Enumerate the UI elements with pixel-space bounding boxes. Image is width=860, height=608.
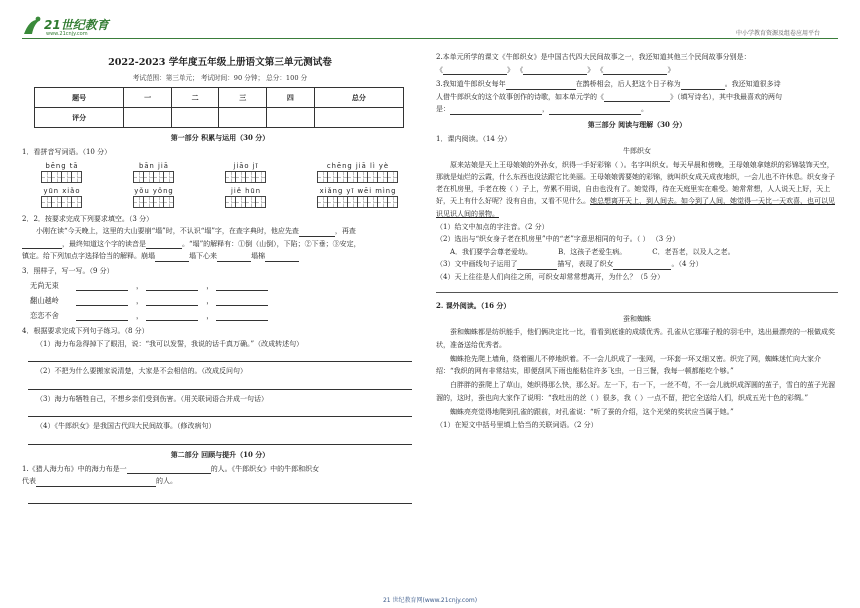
p2-q3e: 》（填写诗名），其中我最喜欢的两句 xyxy=(670,92,782,101)
p2-q3f: 是： xyxy=(436,105,450,113)
q2-p2b: 。“塌”的解释有：①倒（山倒），下陷；②下垂；③安定， xyxy=(182,239,361,248)
answer-blank[interactable] xyxy=(146,298,198,306)
p2-q1c: 代表 xyxy=(22,477,36,485)
p2-q3 xyxy=(436,79,838,90)
pinyin-text: yǒu yǒng xyxy=(134,186,174,195)
answer-blank[interactable] xyxy=(299,229,335,237)
read2-p3: 白胖胖的蚕爬上了草山，她织得那么快，那么好。左一下，右一下，一丝不苟，不一会儿就织成浑圆的茧子，雪白的茧子光溜溜的，这时，蚕也向大家作了说明：“我吐出的丝（ ）很多，我（ ）一点不留，把它全送给人们，织成五光十色的彩绸。” xyxy=(436,381,835,402)
right-column xyxy=(436,46,838,433)
score-header-row xyxy=(35,88,404,108)
pinyin-text: jiě hūn xyxy=(230,186,262,195)
part3-title: 第三部分 阅读与理解（30 分） xyxy=(587,119,687,129)
answer-blank[interactable] xyxy=(216,283,268,291)
answer-blank[interactable] xyxy=(216,313,268,321)
p2-q3-2 xyxy=(436,92,838,103)
q2-p3: 镇定。给下列加点字选择恰当的解释。崩塌 xyxy=(22,252,155,260)
q1-stem: 1．看拼音写词语。（10 分） xyxy=(22,148,112,156)
book-close: 》 xyxy=(587,65,595,74)
p2-q2: 2.本单元所学的课文《牛郎织女》是中国古代四大民间故事之一，我还知道其他三个民间故事分别是： xyxy=(436,53,751,61)
part1-title: 第一部分 积累与运用（30 分） xyxy=(170,133,270,142)
idiom-row: 无尚无束 ， ， xyxy=(30,281,418,291)
answer-blank[interactable] xyxy=(613,262,671,270)
answer-blank[interactable] xyxy=(146,283,198,291)
book-open: 《 xyxy=(596,65,604,74)
header-divider xyxy=(22,38,838,39)
part2-title: 第二部分 回顾与提升（10 分） xyxy=(170,449,270,459)
writing-box[interactable] xyxy=(71,171,82,183)
answer-blank[interactable] xyxy=(36,479,156,487)
read1-passage xyxy=(436,159,838,220)
q4-s2: （2）不把为什么要搬家说清楚，大家是不会相信的。（改成反问句） xyxy=(36,367,247,375)
answer-blank[interactable] xyxy=(155,254,189,262)
pinyin-item xyxy=(226,162,266,183)
writing-box[interactable] xyxy=(255,171,266,183)
exam-subtitle: 考试范围：第三单元； 考试时间：90 分钟； 总分：100 分 xyxy=(132,74,308,82)
idiom-row: 恋恋不舍 ， ， xyxy=(30,311,418,321)
tianzi-grid xyxy=(42,196,82,208)
p2-q1a: 1.《猎人海力布》中的海力布是一 xyxy=(22,464,127,473)
answer-blank[interactable] xyxy=(681,82,725,90)
answer-blank[interactable] xyxy=(523,67,587,75)
pinyin-text: jiāo jī xyxy=(233,161,259,170)
read2-sub1: （1）在短文中括号里填上恰当的关联词语。（2 分） xyxy=(436,421,598,429)
tianzi-grid xyxy=(134,196,174,208)
p2-q2-blanks xyxy=(436,65,838,76)
q3-stem: 3．照样子，写一写。（9 分） xyxy=(22,266,114,275)
platform-name: 中小学教育资源及组卷应用平台 xyxy=(735,30,820,37)
writing-box[interactable] xyxy=(163,171,174,183)
option-c[interactable]: C．老吾老，以及人之老。 xyxy=(652,247,735,256)
read1-heading: 牛郎织女 xyxy=(623,147,651,155)
answer-blank[interactable] xyxy=(506,82,576,90)
read1-sub3c: 。（4 分） xyxy=(671,260,703,269)
q2-text xyxy=(22,226,418,237)
pinyin-text: chēng jiā lì yè xyxy=(326,161,390,170)
answer-blank[interactable] xyxy=(76,313,128,321)
answer-line[interactable] xyxy=(28,493,412,504)
q2-p1: 小刚在读“今天晚上，这里的大山要崩“塌”时，不认识“塌”字，在查字典时，他应先查 xyxy=(36,227,299,235)
tianzi-grid xyxy=(226,196,266,208)
answer-blank[interactable] xyxy=(603,67,667,75)
q4-stem: 4．根据要求完成下列句子练习。（8 分） xyxy=(22,327,149,335)
score-cell[interactable] xyxy=(124,108,172,128)
p2-q1-2 xyxy=(22,476,418,487)
answer-line[interactable] xyxy=(28,406,412,417)
p2-q1 xyxy=(22,464,418,475)
p2-q3a: 3.我知道牛郎织女每年 xyxy=(436,80,506,88)
read1-sub1: （1）给文中加点的字注音。（2 分） xyxy=(436,222,549,231)
q2-p3c: 塌棉 xyxy=(251,252,265,260)
q4-s1: （1）海力布急得掉下了眼泪，说：“我可以发誓，我说的话千真万确。”（改成转述句） xyxy=(36,339,304,348)
score-cell[interactable] xyxy=(267,108,315,128)
pinyin-text: yūn xiǎo xyxy=(43,186,81,195)
writing-box[interactable] xyxy=(387,196,398,208)
site-logo xyxy=(22,14,122,44)
option-b[interactable]: B．这孩子老爱生病。 xyxy=(558,247,627,256)
pinyin-text: xiǎng yī wēi mìng xyxy=(319,186,397,195)
pinyin-item xyxy=(134,187,174,208)
book-open: 《 xyxy=(436,65,443,74)
idiom-label: 翻山越岭 xyxy=(30,296,59,305)
read2-heading: 蚕和蜘蛛 xyxy=(623,314,651,323)
q2-stem: 2．2．按要求完成下列要求填空。（3 分） xyxy=(22,214,154,223)
read1-sub4: （4）天上往往是人们向往之所，可织女却常常想离开，为什么？（5 分） xyxy=(436,272,665,281)
pinyin-item xyxy=(42,162,82,183)
writing-box[interactable] xyxy=(71,196,82,208)
idiom-label: 恋恋不舍 xyxy=(30,311,59,320)
tianzi-grid xyxy=(318,196,398,208)
q4-s4: （4）《牛郎织女》是我国古代四大民间故事。（修改病句） xyxy=(36,422,216,430)
pinyin-row-2 xyxy=(22,187,418,208)
writing-box[interactable] xyxy=(163,196,174,208)
answer-line[interactable] xyxy=(436,292,838,293)
idiom-row: 翻山越岭 ， ， xyxy=(30,296,418,306)
score-cell[interactable] xyxy=(314,108,403,128)
p2-q1b: 的人。《牛郎织女》中的牛郎和织女 xyxy=(210,464,320,473)
read1-sub3b: 描写，表现了织女 xyxy=(557,260,614,269)
score-row-label: 评分 xyxy=(35,108,124,128)
logo-title: 21世纪教育 xyxy=(44,18,109,32)
p2-q3b: 在鹊桥相会，后人把这个日子称为 xyxy=(575,80,681,88)
pinyin-item xyxy=(42,187,82,208)
answer-blank[interactable] xyxy=(517,262,557,270)
idiom-label: 无尚无束 xyxy=(30,281,59,290)
answer-line[interactable] xyxy=(28,351,412,362)
left-column xyxy=(22,46,418,508)
answer-blank[interactable] xyxy=(604,94,670,102)
pinyin-row-1 xyxy=(22,162,418,183)
page-footer: 21 世纪教育网(www.21cnjy.com) xyxy=(382,597,478,604)
read1-underlined: 她总想离开天上，到人间去。 xyxy=(590,197,681,206)
p2-q3d: 人借牛郎织女的这个故事创作的诗歌，如本单元学的《 xyxy=(436,92,604,101)
p2-q1d: 的人。 xyxy=(156,477,177,485)
score-value-row xyxy=(35,108,404,128)
read2-p4: 蜘蛛亮亮觉得地爬到孔雀的跟前，对孔雀说：“听了蚕的介绍，这个光荣的奖状应当属于她。” xyxy=(450,407,734,416)
pinyin-text: bān jiā xyxy=(139,161,169,170)
book-open: 《 xyxy=(516,65,524,74)
pinyin-item xyxy=(318,187,398,208)
answer-line[interactable] xyxy=(28,379,412,390)
pinyin-item xyxy=(226,187,266,208)
answer-blank[interactable] xyxy=(265,254,299,262)
read1-para: 原来站娘是天上王母娘娘的外孙女，织得一手好彩锦（ ）。名字叫织女。每天早晨和傍晚，王母娘娘拿她织的彩锦装饰天空，那就是灿烂的云霞，什么东西也没法跟它比美丽。王母娘娘需要她的彩锦，就叫织女成天成夜地织，一会儿也不许休息。织女身子老在机房里，手老在梭（ ）子上，劳累不用说，自由也没有了。她觉得，待在天庭里实在难受。她常常想，人人说天上好，天上好，天上有什么好呢？没有自由，又看不见什么。 xyxy=(436,160,835,206)
answer-blank[interactable] xyxy=(76,283,128,291)
read2-p1: 蚕和蜘蛛都是纺织能手，他们俩决定比一比，看看到底谁的成绩优秀。孔雀从它那璀子般的羽毛中，选出最漂亮的一根做成奖状，准备送给优秀者。 xyxy=(436,328,835,349)
answer-blank[interactable] xyxy=(217,254,251,262)
answer-blank[interactable] xyxy=(146,313,198,321)
score-header-cell: 一 xyxy=(124,88,172,108)
writing-box[interactable] xyxy=(387,171,398,183)
answer-blank[interactable] xyxy=(146,241,182,249)
tianzi-grid xyxy=(226,171,266,183)
pinyin-text: bēng tā xyxy=(45,161,79,170)
answer-line[interactable] xyxy=(28,434,412,445)
score-header-cell: 总分 xyxy=(314,88,403,108)
q2-p1b: ，再查 xyxy=(334,227,356,235)
read1-stem: 1．课内阅读。（14 分） xyxy=(436,134,512,143)
option-a[interactable]: A．我们要学会尊老爱幼。 xyxy=(450,247,533,256)
score-header-cell: 题号 xyxy=(35,88,124,108)
score-header-cell: 三 xyxy=(219,88,267,108)
tianzi-grid xyxy=(42,171,82,183)
pinyin-item xyxy=(134,162,174,183)
q2-text-3 xyxy=(22,251,418,262)
q2-text-2 xyxy=(22,239,418,250)
q4-s3: （3）海力布牺牲自己，不想乡亲们受到伤害。（用关联词语合并成一句话） xyxy=(36,394,268,403)
read1-para-end: 如今到了人间，她觉得一天比一天欢喜，也可以见识见识人间的景物。 xyxy=(436,197,835,218)
answer-blank[interactable] xyxy=(216,298,268,306)
read1-sub3a: （3）文中画线句子运用了 xyxy=(436,260,518,269)
read1-options xyxy=(436,247,838,258)
score-header-cell: 二 xyxy=(171,88,219,108)
score-table xyxy=(34,87,404,128)
logo-url: www.21cnjy.com xyxy=(46,31,88,37)
read2-p2: 蜘蛛抢先爬上墙角，绕着圈儿不停地织着。不一会儿织成了一张网，一环套一环又细又密。织完了网，蜘蛛迷忙向大家介绍：“我织的网有非常结实，即便刮风下雨也能粘住许多飞虫，一日三餐，我每一顿都能吃个够。” xyxy=(436,354,821,375)
score-header-cell: 四 xyxy=(267,88,315,108)
book-close: 》 xyxy=(667,65,675,74)
answer-blank[interactable] xyxy=(127,466,211,474)
q2-p3b: 塌下心来 xyxy=(189,252,217,260)
read1-sub3 xyxy=(436,259,838,270)
book-close: 》 xyxy=(507,65,514,74)
tianzi-grid xyxy=(318,171,398,183)
score-cell[interactable] xyxy=(171,108,219,128)
score-cell[interactable] xyxy=(219,108,267,128)
exam-title: 2022-2023 学年度五年级上册语文第三单元测试卷 xyxy=(108,57,332,68)
read2-stem: 2. 课外阅读。（16 分） xyxy=(436,301,511,311)
answer-blank[interactable] xyxy=(443,67,507,75)
writing-box[interactable] xyxy=(255,196,266,208)
answer-blank[interactable] xyxy=(549,107,641,115)
answer-blank[interactable] xyxy=(450,107,542,115)
answer-blank[interactable] xyxy=(22,241,62,249)
p2-q3c: 。我还知道很多诗 xyxy=(724,80,781,88)
read1-sub2: （2）选出与“织女身子老在机房里”中的“老”字意思相同的句子。（ ） （3 分） xyxy=(436,235,680,244)
answer-blank[interactable] xyxy=(76,298,128,306)
q2-p2: ，最终知道这个字的读音是 xyxy=(62,239,146,248)
p2-q3-3: 是： ， 。 xyxy=(436,105,648,113)
tianzi-grid xyxy=(134,171,174,183)
pinyin-item xyxy=(318,162,398,183)
